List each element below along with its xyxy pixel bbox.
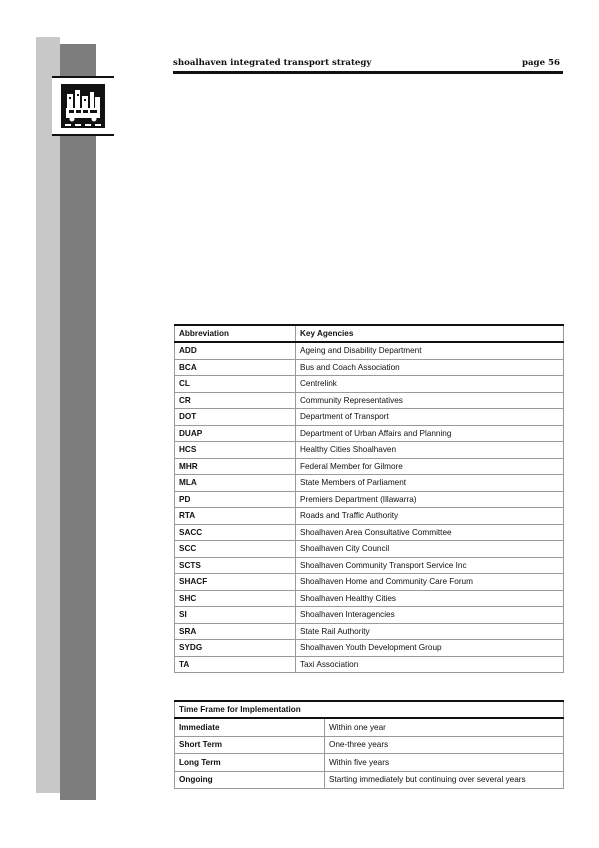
abbreviation-cell: DOT bbox=[175, 409, 296, 426]
table-row bbox=[175, 376, 564, 393]
column-header-key-agencies: Key Agencies bbox=[296, 325, 564, 342]
table-row bbox=[175, 607, 564, 624]
table-row bbox=[175, 771, 564, 789]
abbreviation-cell: HCS bbox=[175, 442, 296, 459]
agency-name-cell: Centrelink bbox=[296, 376, 564, 393]
agency-name-cell: Community Representatives bbox=[296, 392, 564, 409]
timeframe-term-cell: Ongoing bbox=[175, 771, 325, 789]
table-row bbox=[175, 623, 564, 640]
timeframe-term-cell: Long Term bbox=[175, 754, 325, 772]
timeframe-term-cell: Immediate bbox=[175, 718, 325, 736]
agency-name-cell: Department of Urban Affairs and Planning bbox=[296, 425, 564, 442]
agencies-table-body bbox=[175, 342, 564, 673]
abbreviation-cell: RTA bbox=[175, 508, 296, 525]
abbreviation-cell: PD bbox=[175, 491, 296, 508]
abbreviation-cell: SHACF bbox=[175, 574, 296, 591]
table-row bbox=[175, 475, 564, 492]
table-row bbox=[175, 541, 564, 558]
abbreviation-cell: SRA bbox=[175, 623, 296, 640]
agency-name-cell: Shoalhaven Area Consultative Committee bbox=[296, 524, 564, 541]
table-row bbox=[175, 342, 564, 359]
timeframe-table-body bbox=[175, 718, 564, 789]
timeframe-description-cell: Starting immediately but continuing over several years bbox=[325, 771, 564, 789]
abbreviation-cell: SCTS bbox=[175, 557, 296, 574]
document-title: shoalhaven integrated transport strategy bbox=[173, 58, 372, 68]
agency-name-cell: Roads and Traffic Authority bbox=[296, 508, 564, 525]
abbreviation-cell: MHR bbox=[175, 458, 296, 475]
agency-name-cell: Ageing and Disability Department bbox=[296, 342, 564, 359]
abbreviation-cell: BCA bbox=[175, 359, 296, 376]
table-row bbox=[175, 524, 564, 541]
header-rule bbox=[173, 71, 563, 74]
timeframe-header: Time Frame for Implementation bbox=[175, 701, 564, 718]
sidebar-dark-band bbox=[60, 44, 96, 800]
table-row bbox=[175, 754, 564, 772]
logo-box bbox=[52, 76, 114, 136]
agency-name-cell: Bus and Coach Association bbox=[296, 359, 564, 376]
abbreviation-cell: SHC bbox=[175, 590, 296, 607]
page-number: page 56 bbox=[521, 58, 560, 68]
table-row bbox=[175, 590, 564, 607]
page-header bbox=[173, 58, 563, 72]
timeframe-table bbox=[174, 700, 564, 789]
agency-name-cell: Premiers Department (Illawarra) bbox=[296, 491, 564, 508]
agency-name-cell: Shoalhaven Home and Community Care Forum bbox=[296, 574, 564, 591]
abbreviation-cell: MLA bbox=[175, 475, 296, 492]
agency-name-cell: Shoalhaven Community Transport Service Inc bbox=[296, 557, 564, 574]
timeframe-term-cell: Short Term bbox=[175, 736, 325, 754]
table-row bbox=[175, 425, 564, 442]
timeframe-description-cell: Within one year bbox=[325, 718, 564, 736]
agency-name-cell: State Members of Parliament bbox=[296, 475, 564, 492]
table-row bbox=[175, 442, 564, 459]
abbreviation-cell: SACC bbox=[175, 524, 296, 541]
agency-name-cell: Shoalhaven City Council bbox=[296, 541, 564, 558]
abbreviation-cell: TA bbox=[175, 656, 296, 673]
agency-name-cell: Healthy Cities Shoalhaven bbox=[296, 442, 564, 459]
agencies-header-row bbox=[175, 325, 564, 342]
table-row bbox=[175, 359, 564, 376]
sidebar-light-band bbox=[36, 37, 60, 793]
timeframe-description-cell: One-three years bbox=[325, 736, 564, 754]
table-row bbox=[175, 508, 564, 525]
abbreviation-cell: SCC bbox=[175, 541, 296, 558]
table-row bbox=[175, 409, 564, 426]
agency-name-cell: Taxi Association bbox=[296, 656, 564, 673]
table-row bbox=[175, 718, 564, 736]
agency-name-cell: Federal Member for Gilmore bbox=[296, 458, 564, 475]
column-header-abbreviation: Abbreviation bbox=[175, 325, 296, 342]
table-row bbox=[175, 458, 564, 475]
agency-name-cell: Department of Transport bbox=[296, 409, 564, 426]
abbreviation-cell: SI bbox=[175, 607, 296, 624]
table-row bbox=[175, 392, 564, 409]
table-row bbox=[175, 736, 564, 754]
table-row bbox=[175, 491, 564, 508]
abbreviation-cell: ADD bbox=[175, 342, 296, 359]
agency-name-cell: Shoalhaven Healthy Cities bbox=[296, 590, 564, 607]
agency-name-cell: Shoalhaven Interagencies bbox=[296, 607, 564, 624]
abbreviation-cell: DUAP bbox=[175, 425, 296, 442]
agency-name-cell: State Rail Authority bbox=[296, 623, 564, 640]
city-transport-logo-icon bbox=[61, 84, 105, 128]
table-row bbox=[175, 640, 564, 657]
abbreviation-cell: SYDG bbox=[175, 640, 296, 657]
timeframe-description-cell: Within five years bbox=[325, 754, 564, 772]
abbreviation-cell: CR bbox=[175, 392, 296, 409]
table-row bbox=[175, 557, 564, 574]
agency-name-cell: Shoalhaven Youth Development Group bbox=[296, 640, 564, 657]
abbreviation-cell: CL bbox=[175, 376, 296, 393]
table-row bbox=[175, 656, 564, 673]
timeframe-header-row bbox=[175, 701, 564, 718]
agencies-table bbox=[174, 324, 564, 673]
table-row bbox=[175, 574, 564, 591]
